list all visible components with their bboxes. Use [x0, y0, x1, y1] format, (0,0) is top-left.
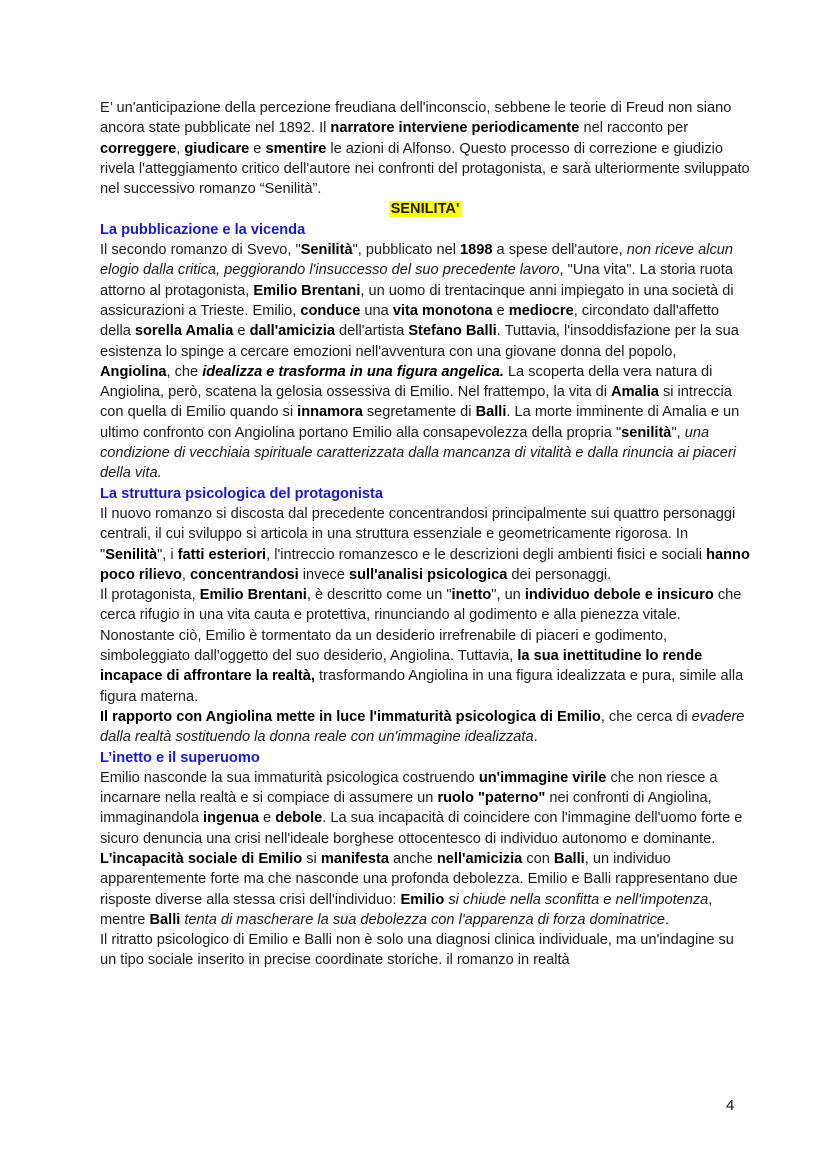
page-number: 4: [726, 1097, 735, 1114]
paragraph: Il ritratto psicologico di Emilio e Balli non è solo una diagnosi clinica individuale, ma un'indagine su un tipo sociale inserito in precise coordinate storiche. il romanzo in realtà: [100, 932, 734, 969]
paragraph: Emilio nasconde la sua immaturità psicologica costruendo un'immagine virile che non riesce a incarnare nella realtà e si compiace di assumere un ruolo "paterno" nei confronti di Angiolina, immaginandola ingenua e debole. La sua incapacità di coincidere con l'immagine dell'uomo forte e sicuro denuncia una crisi nell'ideale borghese ottocentesco di individuo autonomo e dominante.: [100, 769, 743, 847]
paragraph: Il protagonista, Emilio Brentani, è descritto come un "inetto", un individuo debole e insicuro che cerca rifugio in una vita cauta e protettiva, rinunciando al godimento e alla pienezza vitale. Nonostante ciò, Emilio è tormentato da un desiderio irrefrenabile di piaceri e godimento, simboleggiato dall'oggetto del suo desiderio, Angiolina. Tuttavia, la sua inettitudine lo rende incapace di affrontare la realtà, trasformando Angiolina in una figura idealizzata e pura, simile alla figura materna.: [100, 587, 744, 705]
chapter-title: [100, 199, 750, 219]
section-heading-struttura: La struttura psicologica del protagonista: [100, 485, 383, 502]
chapter-title-highlight: SENILITA': [390, 201, 460, 218]
paragraph: Il secondo romanzo di Svevo, "Senilità", pubblicato nel 1898 a spese dell'autore, non riceve alcun elogio dalla critica, peggiorando l'insuccesso del suo precedente lavoro, "Una vita". La storia ruota attorno al protagonista, Emilio Brentani, un uomo di trentacinque anni impiegato in una società di assicurazioni a Trieste. Emilio, conduce una vita monotona e mediocre, circondato dall'affetto della sorella Amalia e dall'amicizia dell'artista Stefano Balli. Tuttavia, l'insoddisfazione per la sua esistenza lo spinge a cercare emozioni nell'avventura con una giovane donna del popolo, Angiolina, che idealizza e trasforma in una figura angelica. La scoperta della vera natura di Angiolina, però, scatena la gelosia ossessiva di Emilio. Nel frattempo, la vita di Amalia si intreccia con quella di Emilio quando si innamora segretamente di Balli. La morte imminente di Amalia e un ultimo confronto con Angiolina portano Emilio alla consapevolezza della propria "senilità", una condizione di vecchiaia spirituale caratterizzata dalla mancanza di vitalità e dalla rinuncia ai piaceri della vita.: [100, 242, 740, 482]
section-heading-inetto: L’inetto e il superuomo: [100, 749, 260, 766]
intro-paragraph: E’ un'anticipazione della percezione freudiana dell'inconscio, sebbene le teorie di Freud non siano ancora state pubblicate nel 1892. Il narratore interviene periodicamente nel racconto per correggere, giudicare e smentire le azioni di Alfonso. Questo processo di correzione e giudizio rivela l'atteggiamento critico dell'autore nei confronti del protagonista, e sarà ulteriormente sviluppato nel successivo romanzo “Senilità”.: [100, 100, 750, 198]
paragraph: L'incapacità sociale di Emilio si manifesta anche nell'amicizia con Balli, un individuo apparentemente forte ma che nasconde una profonda debolezza. Emilio e Balli rappresentano due risposte diverse alla stessa crisi dell'individuo: Emilio si chiude nella sconfitta e nell'impotenza, mentre Balli tenta di mascherare la sua debolezza con l'apparenza di forza dominatrice.: [100, 850, 738, 928]
document-page: [100, 98, 750, 971]
section-heading-pubblicazione: La pubblicazione e la vicenda: [100, 221, 306, 238]
paragraph: Il rapporto con Angiolina mette in luce l'immaturità psicologica di Emilio, che cerca di evadere dalla realtà sostituendo la donna reale con un'immagine idealizzata.: [100, 708, 745, 746]
paragraph: Il nuovo romanzo si discosta dal precedente concentrandosi principalmente sui quattro personaggi centrali, il cui sviluppo si articola in una struttura essenziale e geometricamente rigorosa. In "Senilità", i fatti esteriori, l'intreccio romanzesco e le descrizioni degli ambienti fisici e sociali hanno poco rilievo, concentrandosi invece sull'analisi psicologica dei personaggi.: [100, 505, 750, 583]
